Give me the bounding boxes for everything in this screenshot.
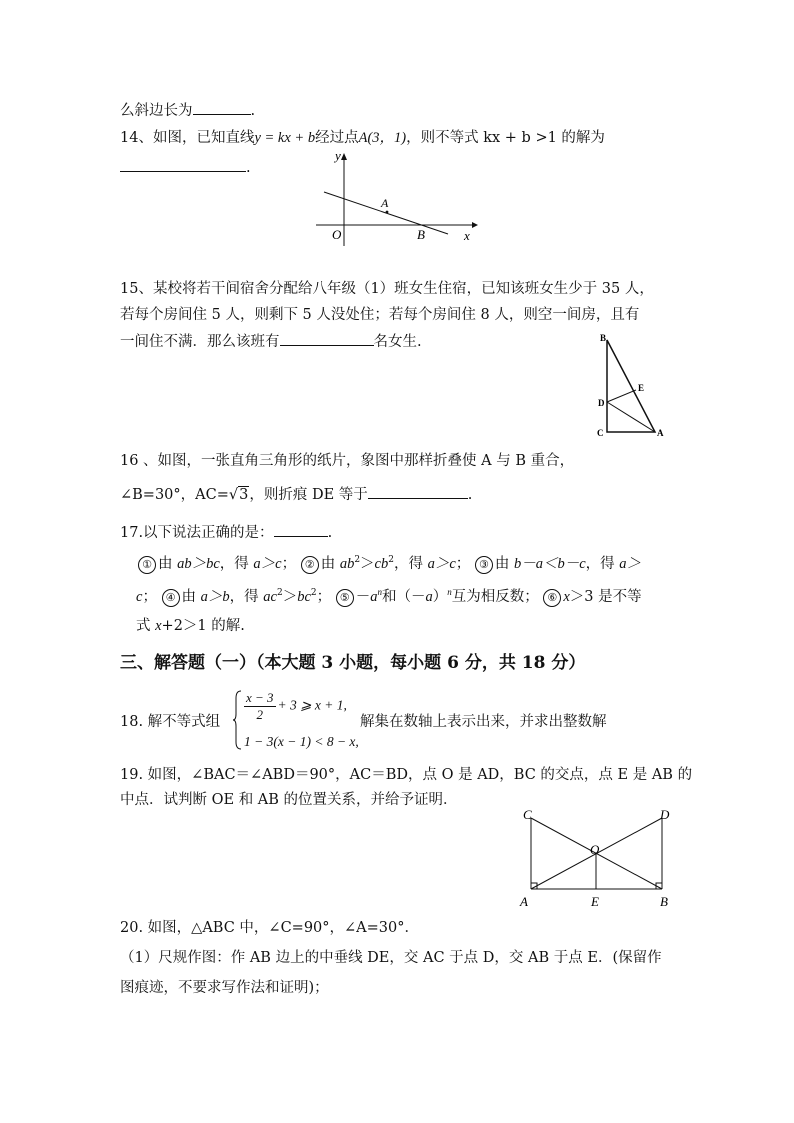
point-c-label: C [523,807,532,822]
fraction-denominator: 2 [256,707,264,722]
q14-equation: y = kx + b [254,130,316,146]
option-2-exp: 2 [388,555,394,565]
y-axis-arrow-icon [341,153,347,160]
option-4-result: bc [297,588,311,605]
q19-figure [514,806,682,910]
option-3-text: ，得 [585,555,620,572]
option-5-expr: a [425,588,433,605]
option-4-marker: ④ [162,589,180,607]
point-d-label: D [660,807,670,822]
q13-end: . [250,103,256,119]
q14-point: A(3，1) [358,130,407,146]
option-6-text: +2＞1 的解. [161,618,245,634]
option-1-expr: ab＞bc [177,555,220,572]
option-6-text: ＞3 是不等 [569,588,642,605]
option-2-text: 由 [320,555,340,572]
option-4-gt: ＞ [282,588,298,605]
q15-line2: 若每个房间住 5 人，则剩下 5 人没处住；若每个房间住 8 人，则空一间房，且有 [120,307,640,323]
option-5-text: － [355,588,371,605]
fraction [244,690,276,723]
answer-blank[interactable] [274,522,328,537]
q17-head [120,522,332,543]
option-6-marker: ⑥ [543,589,561,607]
option-2-expr: ab [339,555,355,572]
q17-options-line3 [136,616,245,636]
option-5-exp: n [377,587,382,597]
option-1-result: a＞c [253,555,282,572]
vertex-b-label: B [600,333,607,343]
option-2-expr: cb [374,555,389,572]
option-5-exp: n [447,587,452,597]
answer-blank[interactable] [193,100,251,115]
option-4-text: 由 [181,588,201,605]
q14-line2 [120,157,251,178]
q15-line3 [120,331,422,352]
option-3-expr: b－a＜b－c [513,555,586,572]
option-1-sep: ； [281,555,297,572]
option-2-sep: ； [455,555,471,572]
point-a [386,211,389,214]
brace-icon [232,690,242,750]
option-3-result: a＞ [619,555,642,572]
answer-blank[interactable] [368,484,468,499]
q17-options-line1 [138,550,641,574]
q17-options-line2 [136,582,642,607]
q18-head: 18. 解不等式组 [120,714,221,730]
system-brace [232,690,242,750]
q18-tail: 解集在数轴上表示出来，并求出整数解 [360,714,607,730]
q16-line1: 16 、如图，一张直角三角形的纸片，象图中那样折叠使 A 与 B 重合， [120,453,575,469]
q14-line-graph [300,148,480,248]
q17-question: 17.以下说法正确的是： [120,525,274,541]
option-5-marker: ⑤ [336,589,354,607]
answer-blank[interactable] [120,157,246,172]
vertex-a-label: A [657,428,664,438]
vertex-c-label: C [597,428,604,438]
point-a-label: A [381,196,389,210]
inequality-2: 1 − 3(x − 1) < 8 − x, [244,734,359,749]
q15-text: 一间住不满．那么该班有 [120,334,280,350]
option-2-exp: 2 [354,555,361,565]
q20-line1: 20. 如图，△ABC 中，∠C=90°，∠A=30°． [120,920,419,936]
q16-text-2: ，则折痕 DE 等于 [249,487,368,503]
sqrt-value: 3 [239,487,249,503]
q16-line2 [120,484,472,505]
q16-end: . [467,487,473,503]
q16-triangle-figure [592,330,672,440]
q17-end: . [327,525,333,541]
q14-mid: 经过点 [315,130,359,146]
x-axis-arrow-icon [472,222,478,228]
option-3-marker: ③ [475,556,493,574]
q14-line1 [120,128,605,148]
q14-tail: ，则不等式 kx + b >1 的解为 [406,130,605,146]
section-3-heading: 三、解答题（一）（本大题 3 小题，每小题 6 分，共 18 分） [120,653,586,673]
point-o-label: O [590,842,600,857]
option-6-expr: x [155,618,162,634]
fold-line-de [607,390,636,402]
q13-text: 么斜边长为 [120,103,193,119]
option-4-exp: 2 [276,588,283,598]
triangle-abc [607,340,655,432]
point-b-label: B [660,894,668,909]
option-4-expr: a＞b [200,588,230,605]
option-5-text: ） [432,588,448,605]
option-1-text: ，得 [219,555,254,572]
point-a-label: A [520,894,528,909]
q20-line3: 图痕迹，不要求写作法和证明)； [120,980,329,996]
option-3-sep: ； [142,588,157,605]
option-5-expr: a [370,588,378,605]
q14-prefix: 14、如图，已知直线 [120,130,255,146]
option-3-text: 由 [494,555,514,572]
option-4-result: ac [263,588,277,605]
option-4-text: ，得 [229,588,264,605]
point-b-label: B [417,227,425,242]
q19-line2: 中点．试判断 OE 和 AB 的位置关系，并给予证明． [120,792,458,808]
option-5-text: 互为相反数； [451,588,539,605]
option-4-exp: 2 [310,588,317,598]
fraction-numerator: x − 3 [246,690,274,705]
point-d-label: D [598,398,605,408]
q15-line1: 15、某校将若干间宿舍分配给八年级（1）班女生住宿，已知该班女生少于 35 人， [120,281,654,297]
point-e-label: E [638,383,645,393]
q19-line1: 19. 如图，∠BAC＝∠ABD＝90°，AC＝BD，点 O 是 AD，BC 的交点，点 E 是 AB 的 [120,767,693,783]
option-4-sep: ； [316,588,332,605]
point-e-label: E [591,894,599,909]
y-label: y [335,148,341,163]
inequality-1-rest: + 3 ⩾ x + 1, [277,697,347,713]
q20-line2: （1）尺规作图：作 AB 边上的中垂线 DE，交 AC 于点 D，交 AB 于点 E．(保留作 [120,950,662,966]
option-6-expr: x [563,588,570,605]
option-2-text: ，得 [393,555,428,572]
x-label: x [464,228,470,243]
q13-tail [120,100,255,121]
answer-blank[interactable] [280,331,374,346]
option-3-result: c [136,588,143,605]
option-5-text: 和（－ [381,588,426,605]
q16-text: ∠B=30°，AC= [120,487,229,503]
option-1-text: 由 [158,555,178,572]
option-2-result: a＞c [427,555,456,572]
option-1-marker: ① [138,556,156,574]
option-2-marker: ② [301,556,319,574]
q14-end: . [246,160,251,176]
inequality-1 [242,690,347,723]
option-2-gt: ＞ [360,555,375,572]
q15-text-end: 名女生. [373,334,422,350]
option-6-text: 式 [136,618,156,634]
origin-label: O [332,227,342,242]
sqrt-symbol: √ [228,487,239,503]
